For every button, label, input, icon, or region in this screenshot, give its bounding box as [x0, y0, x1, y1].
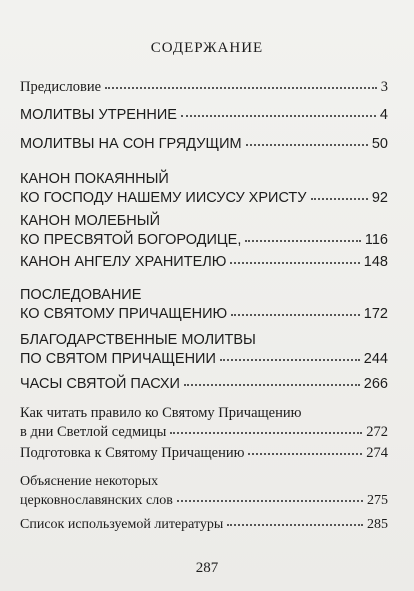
toc-entry-title: ПОСЛЕДОВАНИЕ	[20, 287, 142, 303]
toc-entry-line	[20, 472, 388, 491]
toc-entry-page: 172	[363, 306, 388, 322]
toc-entry-title: БЛАГОДАРСТВЕННЫЕ МОЛИТВЫ	[20, 332, 256, 348]
toc-entry-title: Предисловие	[20, 79, 102, 95]
toc-entry-title: ЧАСЫ СВЯТОЙ ПАСХИ	[20, 376, 180, 392]
toc-entry-line	[20, 212, 388, 231]
dot-leader	[245, 240, 361, 242]
toc-entry-title: Список используемой литературы	[20, 517, 224, 532]
page-title: СОДЕРЖАНИЕ	[150, 40, 264, 56]
dot-leader	[311, 198, 368, 200]
page-number: 287	[195, 560, 219, 576]
toc-entry	[20, 331, 388, 369]
toc-entry-line	[20, 491, 388, 510]
toc-entry-page: 4	[379, 107, 388, 123]
toc-entry-title: в дни Светлой седмицы	[20, 424, 167, 440]
toc-entry-page: 275	[367, 493, 388, 508]
toc-entry-page: 148	[363, 254, 388, 270]
toc-entry-line	[20, 189, 388, 208]
toc-entry-title: МОЛИТВЫ НА СОН ГРЯДУЩИМ	[20, 136, 242, 152]
toc-entry	[20, 375, 388, 394]
toc-entry-title: церковнославянских слов	[20, 493, 173, 508]
toc-entry-title: Подготовка к Святому Причащению	[20, 445, 245, 461]
toc-entry-title: Объяснение некоторых	[20, 474, 159, 489]
toc-entry	[20, 78, 388, 97]
toc-entry-line	[20, 423, 388, 442]
dot-leader	[227, 524, 363, 526]
toc-entry-page: 266	[363, 376, 388, 392]
toc-entry-line	[20, 231, 388, 250]
toc-entry-page: 50	[371, 136, 388, 152]
dot-leader	[170, 432, 362, 434]
toc-entry-page: 3	[380, 79, 388, 95]
toc-entry-line	[20, 331, 388, 350]
toc-entry-page: 274	[366, 445, 388, 461]
toc-entry-title: Как читать правило ко Святому Причащению	[20, 405, 302, 421]
dot-leader	[220, 359, 360, 361]
toc-entry-page: 244	[363, 351, 388, 367]
toc-entry-title: КАНОН ПОКАЯННЫЙ	[20, 171, 169, 187]
toc-entry-line	[20, 350, 388, 369]
toc-entry-title: КО СВЯТОМУ ПРИЧАЩЕНИЮ	[20, 306, 228, 322]
toc-entry	[20, 212, 388, 250]
toc-entry-line	[20, 78, 388, 97]
toc-entry-line	[20, 444, 388, 463]
toc-entry-line	[20, 253, 388, 272]
dot-leader	[248, 453, 362, 455]
toc-entry	[20, 404, 388, 442]
toc-entry	[20, 106, 388, 125]
toc-entry	[20, 444, 388, 463]
toc-entry-title: ПО СВЯТОМ ПРИЧАЩЕНИИ	[20, 351, 216, 367]
toc-entry-title: КО ГОСПОДУ НАШЕМУ ИИСУСУ ХРИСТУ	[20, 190, 307, 206]
toc-entry	[20, 135, 388, 154]
toc-entry-line	[20, 305, 388, 324]
dot-leader	[231, 314, 360, 316]
toc-entry-page: 116	[364, 232, 388, 248]
toc-entry-title: КО ПРЕСВЯТОЙ БОГОРОДИЦЕ,	[20, 232, 242, 248]
toc-entry-line	[20, 135, 388, 154]
toc-entry-line	[20, 515, 388, 534]
dot-leader	[177, 500, 363, 502]
toc-entry	[20, 472, 388, 510]
toc-entry	[20, 515, 388, 534]
toc-entry-line	[20, 404, 388, 423]
toc-entry-line	[20, 106, 388, 125]
dot-leader	[246, 144, 368, 146]
dot-leader	[230, 262, 359, 264]
dot-leader	[105, 87, 377, 89]
toc-entry-title: КАНОН МОЛЕБНЫЙ	[20, 213, 160, 229]
toc-entry-page: 285	[367, 517, 388, 532]
toc-entry	[20, 170, 388, 208]
toc-entry	[20, 253, 388, 272]
dot-leader	[184, 384, 360, 386]
toc-entry	[20, 286, 388, 324]
toc-entry-line	[20, 170, 388, 189]
toc-entry-title: МОЛИТВЫ УТРЕННИЕ	[20, 107, 177, 123]
toc-entry-line	[20, 375, 388, 394]
dot-leader	[181, 115, 376, 117]
toc-entry-page: 92	[371, 190, 388, 206]
toc-entry-line	[20, 286, 388, 305]
toc-entry-title: КАНОН АНГЕЛУ ХРАНИТЕЛЮ	[20, 254, 227, 270]
toc-entry-page: 272	[366, 424, 388, 440]
